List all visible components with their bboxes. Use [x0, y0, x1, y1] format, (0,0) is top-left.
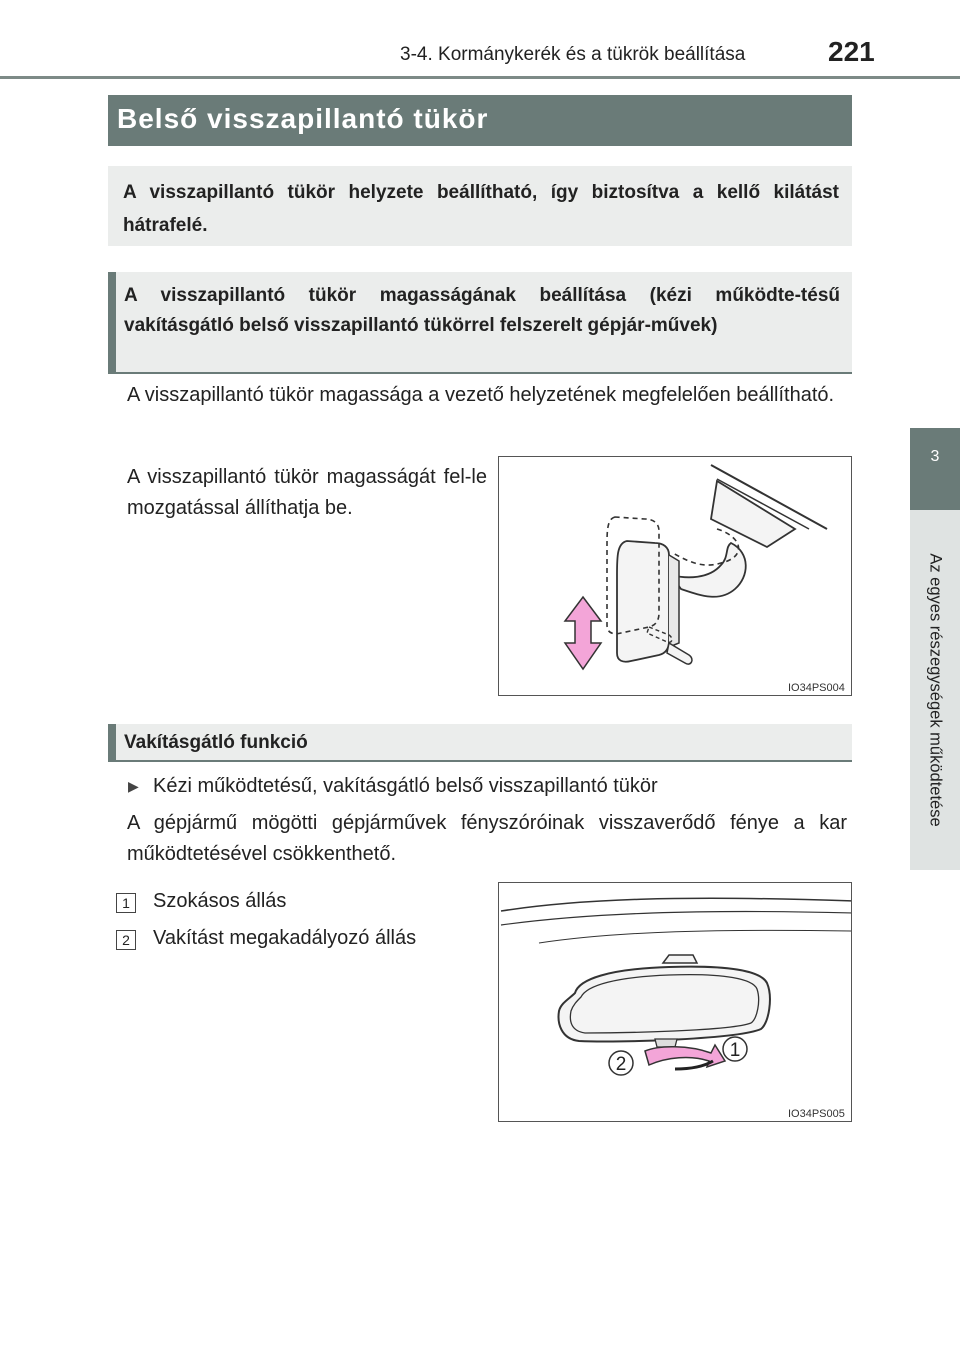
chapter-number: 3: [930, 448, 940, 465]
item-number-1: 1: [116, 893, 136, 913]
callout-1-label: 1: [729, 1040, 741, 1061]
height-paragraph: A visszapillantó tükör magassága a vezető helyzetének megfelelően beállítható.: [127, 384, 835, 406]
height-section-rule: [108, 372, 852, 374]
page-title: Belső visszapillantó tükör: [117, 103, 489, 134]
page-number: 221: [828, 36, 875, 67]
running-header-section: 3-4. Kormánykerék és a tükrök beállítása: [400, 44, 746, 65]
height-figure-text: A visszapillantó tükör magasságát fel-le mozgatással állíthatja be.: [127, 466, 487, 519]
item-number-2: 2: [116, 930, 136, 950]
antiglare-section-heading: Vakításgátló funkció: [124, 732, 308, 753]
antiglare-section-rule: [108, 760, 852, 762]
antiglare-bullet: Kézi működtetésű, vakításgátló belső visszapillantó tükör: [153, 775, 658, 797]
bullet-arrow-icon: ▶: [128, 778, 139, 794]
antiglare-paragraph: A gépjármű mögötti gépjárművek fényszóróinak visszaverődő fénye a kar működtetésével csökkenthető.: [127, 812, 847, 865]
figure-code: IO34PS004: [788, 682, 845, 694]
antiglare-figure: [498, 882, 852, 1122]
height-section-heading: A visszapillantó tükör magasságának beállítása (kézi működte-tésű vakításgátló belső visszapillantó tükörrel felszerelt gépjár-művek): [124, 285, 840, 336]
intro-text: A visszapillantó tükör helyzete beállítható, így biztosítva a kellő kilátást hátrafelé.: [123, 182, 839, 236]
item-label-2: Vakítást megakadályozó állás: [153, 927, 417, 949]
mirror-height-figure: [498, 456, 852, 696]
figure-code: IO34PS005: [788, 1108, 845, 1120]
mirror-height-illustration: [499, 457, 852, 696]
up-down-arrow: [565, 597, 601, 669]
lever-arrow: [645, 1045, 725, 1067]
callout-2-label: 2: [615, 1054, 627, 1075]
item-label-1: Szokásos állás: [153, 890, 287, 912]
chapter-title: Az egyes részegységek működtetése: [926, 553, 945, 827]
header-rule: [0, 76, 960, 79]
chapter-tab: [910, 428, 960, 510]
antiglare-illustration: [499, 883, 852, 1122]
